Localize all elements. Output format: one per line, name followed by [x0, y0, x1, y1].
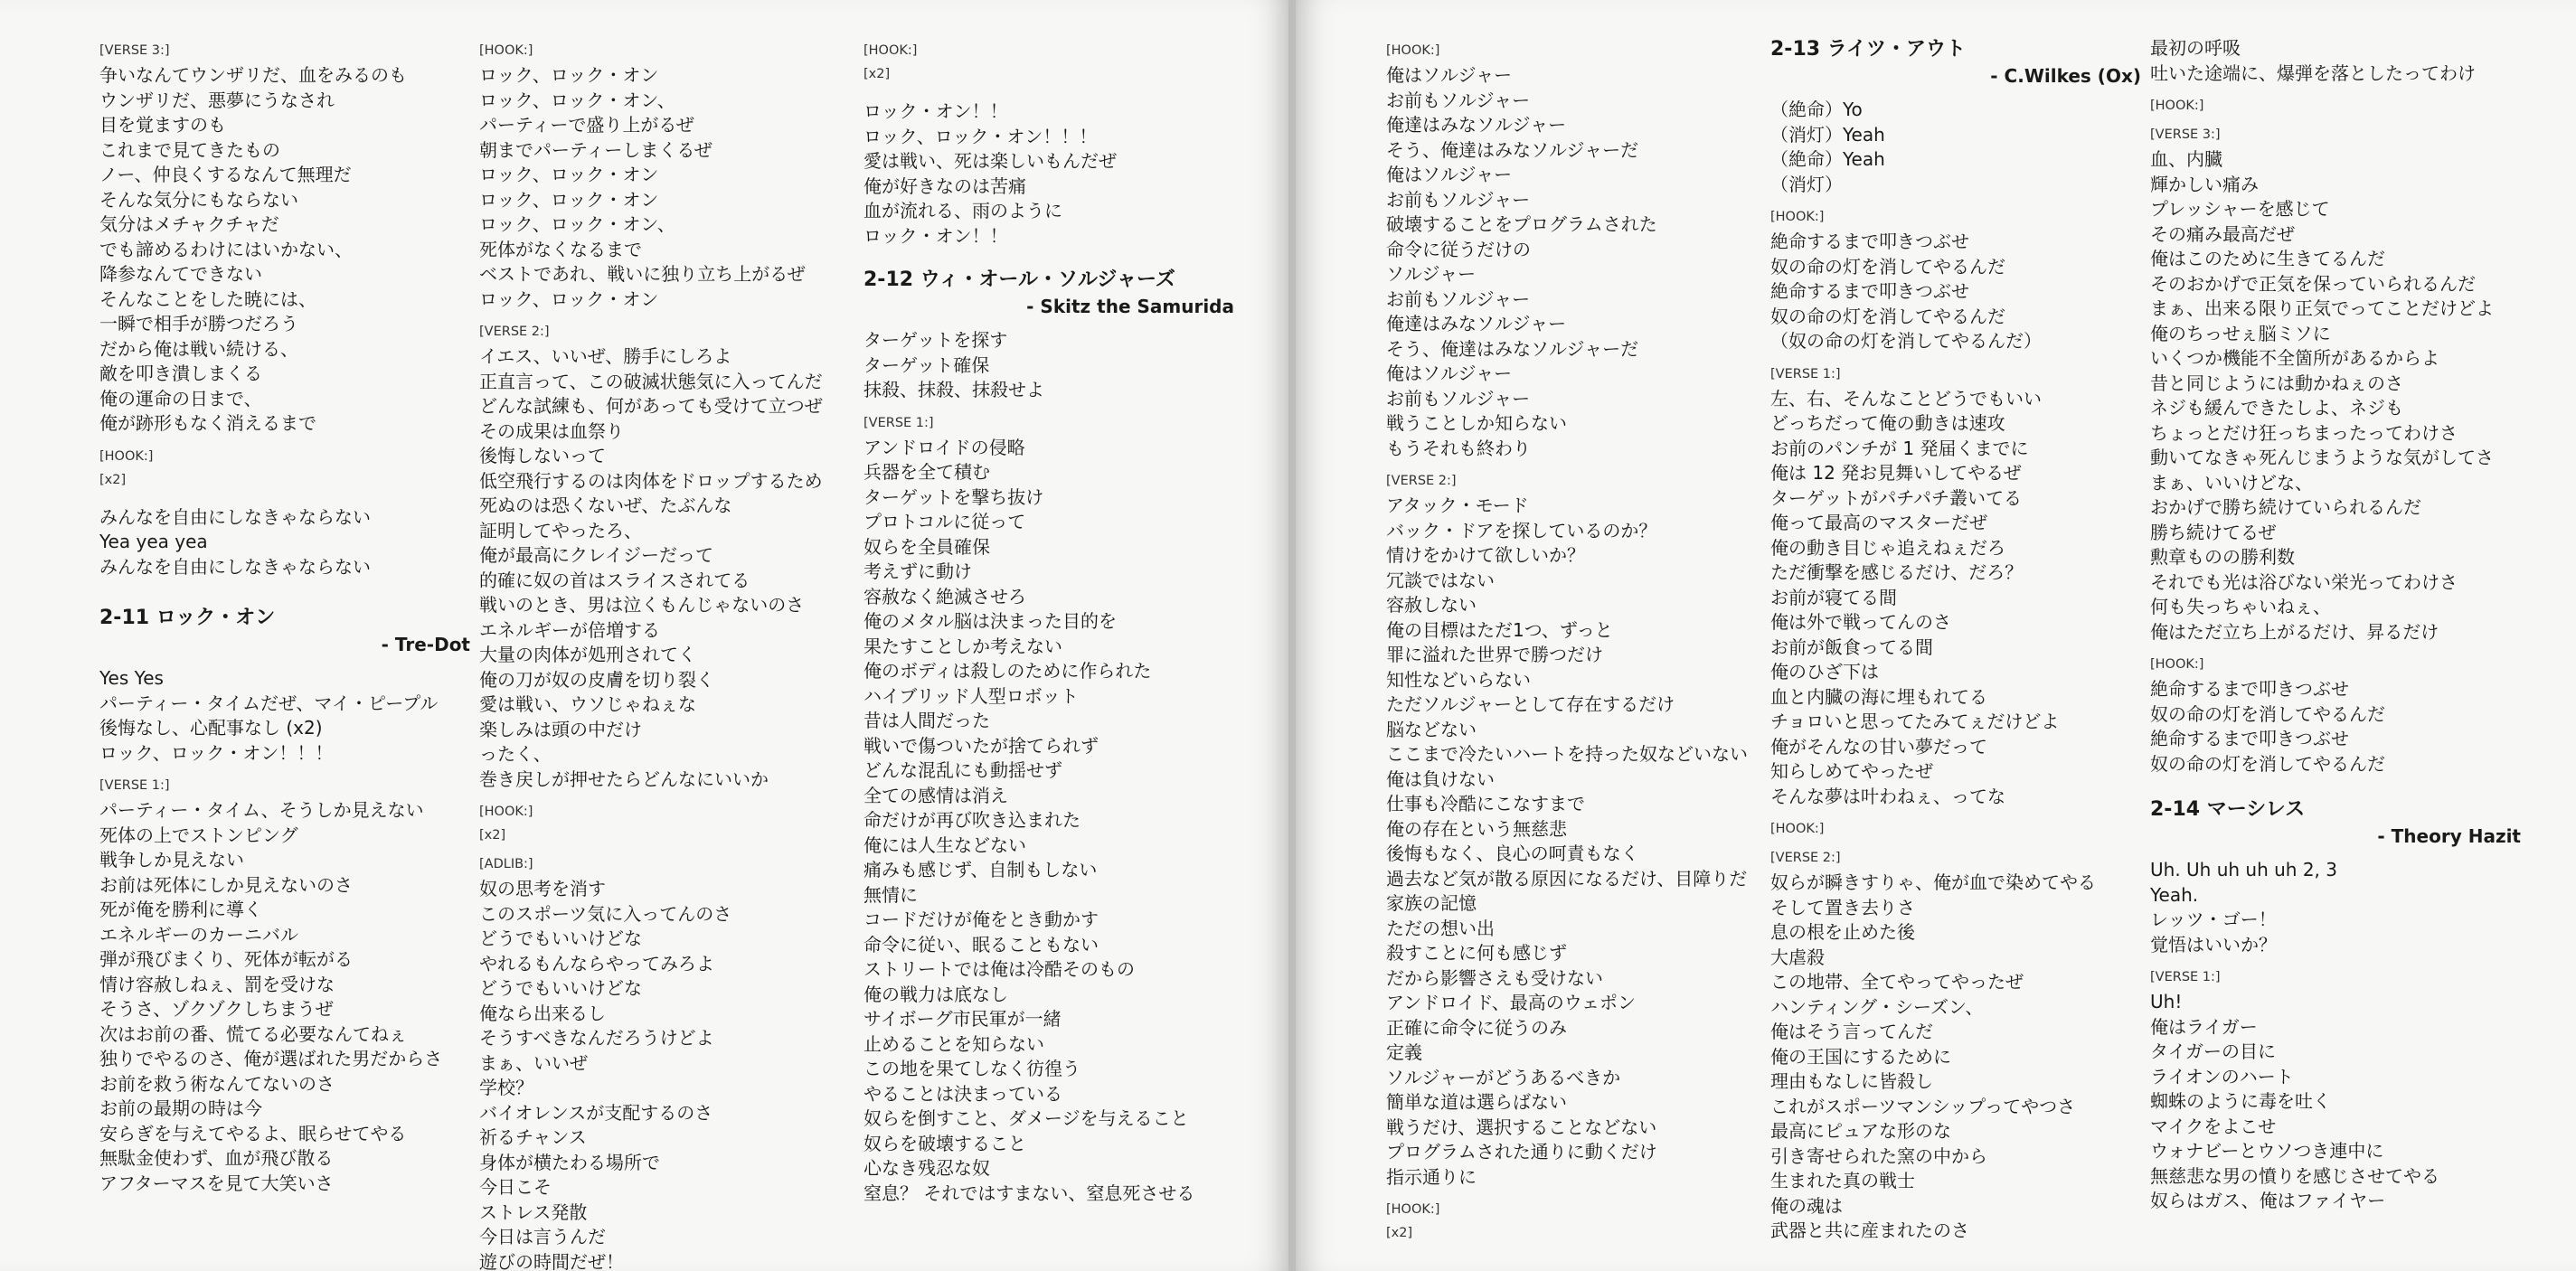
column-2 [479, 36, 850, 1271]
column-3 [863, 36, 1234, 1206]
lyric-line: 全ての感情は消え [863, 784, 1008, 806]
lyric-line: 奴らが瞬きすりゃ、俺が血で染めてやる [1770, 871, 2096, 893]
hook-label: [HOOK:] [1386, 1202, 1440, 1217]
lyric-line: アンドロイド、最高のウェポン [1386, 992, 1636, 1013]
lyric-line: 俺はライガー [2150, 1015, 2258, 1038]
lyric-line: みんなを自由にしなきゃならない [99, 555, 371, 578]
lyric-line: 無慈悲な男の憤りを感じさせてやる [2150, 1164, 2439, 1187]
lyric-line: 俺って最高のマスターだぜ [1770, 512, 1987, 533]
lyric-line: Yeah. [2150, 883, 2199, 906]
lyric-line: Uh! [2150, 991, 2183, 1012]
lyric-line: ロック、ロック・オン [479, 287, 659, 310]
lyric-line: 巻き戻しが押せたらどんなにいいか [479, 767, 769, 790]
lyric-line: そんなことをした暁には、 [99, 287, 316, 310]
lyric-line: 戦いのとき、男は泣くもんじゃないのさ [479, 594, 805, 616]
lyric-line: 冗談ではない [1386, 569, 1495, 591]
verse-label: [VERSE 3:] [2150, 127, 2221, 142]
lyric-line: そうさ、ゾクゾクしちまうぜ [99, 998, 334, 1020]
repeat-label: [x2] [99, 472, 127, 487]
lyric-line: パーティーで盛り上がるぜ [479, 114, 694, 136]
song-title: 2-11 ロック・オン [99, 607, 276, 629]
lyric-line: ここまで冷たいハートを持った奴などいない [1386, 743, 1748, 765]
verse-label: [VERSE 1:] [1770, 366, 1841, 381]
lyric-line: そんな夢は叶わねぇ、ってな [1770, 785, 2005, 807]
lyric-line: （絶命）Yeah [1770, 148, 1885, 170]
lyric-line: どうでもいいけどな [479, 977, 642, 999]
song-artist: - Theory Hazit [2377, 825, 2521, 847]
lyric-line: 俺のボディは殺しのために作られた [863, 660, 1152, 682]
spacer [863, 87, 1234, 99]
lyric-line: ハンティング・シーズン、 [1770, 995, 1984, 1018]
lyric-line: ターゲット確保 [863, 353, 990, 376]
lyric-line: これがスポーツマンシップってやつさ [1770, 1095, 2076, 1117]
lyric-line: この地帯、全てやってやったぜ [1770, 971, 2024, 993]
lyric-line: 命だけが再び吹き込まれた [863, 809, 1080, 831]
lyric-line: 知性などいらない [1386, 668, 1531, 691]
lyric-line: 止めることを知らない [863, 1032, 1044, 1055]
lyric-line: 俺はソルジャー [1386, 362, 1513, 384]
lyric-line: 戦争しか見えない [99, 849, 244, 871]
lyric-line: ハイブリッド人型ロボット [863, 684, 1079, 707]
lyric-line: （奴の命の灯を消してやるんだ） [1770, 330, 2042, 352]
lyric-line: 後悔しないって [479, 445, 606, 466]
lyric-line: 左、右、そんなことどうでもいい [1770, 387, 2042, 410]
lyric-line: 絶命するまで叩きつぶせ [2150, 728, 2349, 749]
repeat-label: [x2] [863, 67, 891, 81]
lyric-line: バイオレンスが支配するのさ [479, 1101, 713, 1124]
lyric-line: チョロいと思ってたみてぇだけどよ [1770, 711, 2060, 732]
lyric-line: 血が流れる、雨のように [863, 200, 1062, 221]
lyric-line: 俺の王国にするために [1770, 1045, 1951, 1068]
song-title: 2-14 マーシレス [2150, 798, 2306, 821]
verse-label: [VERSE 3:] [99, 43, 170, 58]
lyric-line: だから俺は戦い続ける、 [99, 337, 298, 360]
lyric-line: 遊びの時間だぜ！ [479, 1250, 624, 1271]
lyric-line: 覚悟はいいか？ [2150, 933, 2277, 956]
lyric-line: 奴の命の灯を消してやるんだ [1770, 255, 2005, 278]
lyric-line: 安らぎを与えてやるよ、眠らせてやる [99, 1122, 407, 1144]
lyric-line: パーティー・タイムだぜ、マイ・ピープル [99, 692, 439, 714]
lyric-line: 正確に命令に従うのみ [1386, 1016, 1567, 1039]
lyric-line: お前が寝てる間 [1770, 586, 1897, 608]
adlib-label: [ADLIB:] [479, 857, 533, 871]
lyric-line: 命令に従うだけの [1386, 238, 1531, 260]
lyric-line: 俺の魂は [1770, 1194, 1843, 1217]
lyric-line: 勝ち続けてるぜ [2150, 521, 2277, 543]
lyric-line: でも諦めるわけにはいかない、 [99, 238, 353, 260]
lyric-line: その成果は血祭り [479, 419, 624, 442]
lyric-line: 果たすことしか考えない [863, 635, 1062, 657]
lyric-line: 絶命するまで叩きつぶせ [1770, 231, 1969, 252]
lyric-line: 絶命するまで叩きつぶせ [2150, 678, 2349, 700]
lyric-line: ストレス発散 [479, 1200, 588, 1223]
lyric-line: いくつか機能不全箇所があるからよ [2150, 347, 2439, 369]
lyric-line: 争いなんてウンザリだ、血をみるのも [99, 64, 407, 86]
column-6 [2150, 36, 2521, 1214]
lyric-line: サイボーグ市民軍が一緒 [863, 1008, 1062, 1030]
lyric-line: 情け容赦しねぇ、罰を受けな [99, 973, 335, 995]
lyric-line: 罪に溢れた世界で勝つだけ [1386, 644, 1603, 665]
lyric-line: どんな混乱にも動揺せず [863, 759, 1062, 781]
lyric-block [99, 63, 470, 437]
lyric-line: 独りでやるのさ、俺が選ばれた男だからさ [99, 1048, 443, 1069]
lyric-line: お前は死体にしか見えないのさ [99, 873, 353, 896]
lyric-line: おかげで勝ち続けていられるんだ [2150, 496, 2421, 518]
lyric-line: 身体が横たわる場所で [479, 1151, 660, 1173]
lyric-line: お前もソルジャー [1386, 387, 1531, 410]
repeat-label: [x2] [1386, 1226, 1413, 1240]
hook-label: [HOOK:] [479, 43, 533, 58]
lyric-line: 死体の上でストンピング [99, 824, 298, 846]
lyric-line: 情けをかけて欲しいか？ [1386, 544, 1585, 566]
lyric-line: Uh. Uh uh uh uh 2, 3 [2150, 859, 2337, 880]
lyric-line: ただ衝撃を感じるだけ、だろ？ [1770, 561, 2024, 583]
lyric-line: ロック、ロック・オン、 [479, 213, 675, 235]
lyric-line: お前を救う術なんてないのさ [99, 1072, 335, 1095]
lyric-line: Yes Yes [99, 667, 164, 689]
lyric-line: やれるもんならやってみろよ [479, 952, 714, 974]
lyric-line: お前もソルジャー [1386, 188, 1531, 211]
lyric-line: プログラムされた通りに動くだけ [1386, 1141, 1657, 1163]
lyric-line: 最初の呼吸 [2150, 37, 2241, 59]
repeat-label: [x2] [479, 828, 506, 843]
lyric-line: お前の最期の時は今 [99, 1097, 262, 1119]
lyric-line: お前が飯食ってる間 [1770, 636, 1933, 658]
verse-label: [VERSE 1:] [99, 778, 170, 793]
lyric-line: 後悔なし、心配事なし (x2) [99, 717, 323, 739]
lyric-line: 俺のひざ下は [1770, 661, 1879, 683]
lyric-line: 戦うだけ、選択することなどない [1386, 1116, 1657, 1138]
lyric-line: 俺の運命の日まで、 [99, 387, 262, 410]
lyric-line: （消灯） [1770, 173, 1843, 195]
lyric-line: タイガーの目に [2150, 1040, 2276, 1062]
lyric-line: アンドロイドの侵略 [863, 436, 1025, 458]
hook-label: [HOOK:] [479, 805, 533, 819]
hook-label: [HOOK:] [2150, 99, 2204, 113]
lyric-line: 奴らを倒すこと、ダメージを与えること [863, 1107, 1189, 1129]
hook-label: [HOOK:] [2150, 657, 2204, 672]
lyric-line: 奴らを全員確保 [863, 535, 990, 558]
lyric-line: 引き寄せられた窯の中から [1770, 1144, 1987, 1167]
lyric-line: ロック、ロック・オン！！！ [99, 741, 334, 764]
lyric-line: ストリートでは俺は冷酷そのもの [863, 958, 1135, 980]
lyric-line: 痛みも感じず、自制もしない [863, 859, 1098, 880]
lyric-line: 容赦なく絶滅させろ [863, 585, 1026, 607]
verse-label: [VERSE 2:] [479, 325, 550, 339]
lyric-line: プロトコルに従って [863, 511, 1026, 532]
verse-label: [VERSE 1:] [2150, 970, 2221, 984]
lyric-line: 家族の記憶 [1386, 892, 1477, 914]
lyric-line: どんな試練も、何があっても受けて立つぜ [479, 395, 823, 417]
lyric-line: 吐いた途端に、爆弾を落としたってわけ [2150, 61, 2476, 84]
lyric-line: 仕事も冷酷にこなすまで [1386, 793, 1585, 814]
lyric-line: 的確に奴の首はスライスされてる [479, 569, 750, 591]
hook-label: [HOOK:] [99, 448, 154, 464]
lyric-line: 考えずに動け [863, 560, 972, 582]
lyric-line: お前もソルジャー [1386, 287, 1531, 310]
lyric-line: 絶命するまで叩きつぶせ [1770, 280, 1969, 302]
verse-label: [VERSE 1:] [863, 415, 934, 430]
lyric-line: 愛は戦い、ウソじゃねぇな [479, 693, 696, 715]
lyric-line: ライオンのハート [2150, 1065, 2294, 1087]
song-artist: - Skitz the Samurida [1026, 296, 1234, 317]
lyric-line: バック・ドアを探しているのか？ [1386, 519, 1657, 541]
lyric-line: 俺はただ立ち上がるだけ、昇るだけ [2150, 620, 2439, 643]
lyric-line: 俺の動き目じゃ追えねぇだろ [1770, 536, 2005, 559]
lyric-line: まぁ、出来る限り正気でってことだけどよ [2150, 297, 2494, 319]
lyric-line: 俺のメタル脳は決まった目的を [863, 610, 1117, 632]
lyric-line: 俺はこのために生きてるんだ [2150, 248, 2385, 269]
lyric-line: 俺の戦力は底なし [863, 983, 1008, 1005]
song-title: 2-13 ライツ・アウト [1770, 38, 1967, 61]
lyric-line: そして置き去りさ [1770, 896, 1915, 918]
lyric-line: 死ぬのは恐くないぜ、たぶんな [479, 494, 732, 516]
lyric-line: 息の根を止めた後 [1770, 921, 1915, 943]
lyric-line: 敵を叩き潰しまくる [99, 362, 262, 384]
lyric-line: 俺には人生などない [863, 833, 1026, 856]
lyric-line: 奴らはガス、俺はファイヤー [2150, 1190, 2386, 1211]
lyric-line: 血、内臓 [2150, 148, 2222, 170]
lyric-line: アフターマスを見て大笑いさ [99, 1172, 334, 1194]
lyric-line: 楽しみは頭の中だけ [479, 718, 642, 740]
lyric-line: ネジも緩んできたしよ、ネジも [2150, 397, 2403, 419]
lyric-line: 血と内臓の海に埋もれてる [1770, 685, 1987, 708]
lyric-line: 一瞬で相手が勝つだろう [99, 313, 298, 334]
lyric-line: だから影響さえも受けない [1386, 966, 1603, 989]
lyric-line: 死が俺を勝利に導く [99, 899, 262, 920]
lyric-line: 俺がそんなの甘い夢だって [1770, 735, 1987, 758]
hook-label: [HOOK:] [863, 43, 918, 58]
lyric-line: 後悔もなく、良心の呵責もなく [1386, 843, 1639, 864]
lyric-line: このスポーツ気に入ってんのさ [479, 902, 732, 925]
song-artist: - Tre-Dot [381, 634, 470, 655]
lyric-line: 俺が跡形もなく消えるまで [99, 412, 316, 434]
hook-label: [HOOK:] [1770, 210, 1825, 224]
lyric-line: 俺なら出来るし [479, 1002, 606, 1024]
lyric-line: その痛み最高だぜ [2150, 222, 2295, 245]
lyric-line: 大量の肉体が処刑されてく [479, 644, 696, 665]
lyric-line: 殺すことに何も感じず [1386, 942, 1567, 964]
lyric-line: イエス、いいぜ、勝手にしろよ [479, 345, 732, 367]
lyric-line: ロック、ロック・オン [479, 188, 659, 211]
lyric-line: そうすべきなんだろうけどよ [479, 1027, 714, 1049]
lyric-line: 俺の刀が奴の皮膚を切り裂く [479, 668, 714, 691]
right-page [1296, 0, 2576, 1271]
lyric-line: 指示通りに [1386, 1165, 1477, 1188]
lyric-line: ただの想い出 [1386, 917, 1495, 939]
lyric-line: ロック、ロック・オン！！！ [863, 125, 1098, 147]
lyric-line: 奴の命の灯を消してやるんだ [2150, 752, 2385, 775]
lyric-line: コードだけが俺をとき動かす [863, 909, 1099, 930]
lyric-line: （絶命）Yo [1770, 99, 1863, 120]
lyric-line: 兵器を全て積む [863, 461, 990, 483]
lyric-line: 昔は人間だった [863, 710, 990, 731]
lyric-line: エネルギーが倍増する [479, 618, 660, 641]
hook-label: [HOOK:] [1770, 822, 1825, 836]
song-artist: - C.Wilkes (Ox) [1990, 65, 2141, 87]
lyric-line: アタック・モード [1386, 494, 1529, 516]
lyric-line: 今日は言うんだ [479, 1226, 606, 1247]
song-title: 2-12 ウィ・オール・ソルジャーズ [863, 268, 1175, 291]
lyric-line: 蜘蛛のように毒を吐く [2150, 1090, 2331, 1112]
lyric-line: 戦いで傷ついたが捨てられず [863, 734, 1099, 757]
book-gutter [1288, 0, 1296, 1271]
lyric-line: お前のパンチが 1 発届くまでに [1770, 437, 2029, 459]
lyric-line: それでも光は浴びない栄光ってわけさ [2150, 570, 2458, 593]
lyric-line: 奴の命の灯を消してやるんだ [2150, 702, 2385, 725]
lyric-line: まぁ、いいけどな、 [2150, 471, 2313, 494]
lyric-line: 破壊することをプログラムされた [1386, 213, 1657, 235]
verse-label: [VERSE 2:] [1770, 851, 1841, 865]
lyric-line: 抹殺、抹殺、抹殺せよ [863, 379, 1044, 400]
lyric-line: 俺は 12 発お見舞いしてやるぜ [1770, 462, 2022, 484]
lyric-line: 俺は外で戦ってんのさ [1770, 611, 1951, 633]
column-1 [99, 36, 470, 1196]
lyric-line: 俺は負けない [1386, 767, 1495, 790]
lyric-line: 俺が好きなのは苦痛 [863, 174, 1026, 197]
lyric-line: そのおかげで正気を保っていられるんだ [2150, 272, 2476, 295]
lyric-line: 奴らを破壊すること [863, 1132, 1026, 1154]
lyric-line: 気分はメチャクチャだ [99, 213, 279, 235]
lyric-line: レッツ・ゴー！ [2150, 909, 2277, 930]
lyric-line: そう、俺達はみなソルジャーだ [1386, 138, 1639, 161]
lyric-line: 脳などない [1386, 718, 1477, 740]
lyric-line: 今日こそ [479, 1176, 552, 1198]
lyric-line: 祈るチャンス [479, 1126, 587, 1148]
lyric-line: みんなを自由にしなきゃならない [99, 505, 371, 528]
lyric-line: ロック、ロック・オン [479, 64, 659, 86]
lyric-line: 奴の命の灯を消してやるんだ [1770, 305, 2005, 327]
spacer [99, 493, 470, 505]
lyric-line: 心なき残忍な奴 [863, 1157, 990, 1179]
lyric-line: ちょっとだけ狂っちまったってわけさ [2150, 421, 2458, 444]
lyric-line: 俺達はみなソルジャー [1386, 114, 1567, 136]
lyric-line: ノー、仲良くするなんて無理だ [99, 164, 352, 185]
lyric-line: 知らしめてやったぜ [1770, 760, 1933, 782]
lyric-line: 昔と同じようには動かねぇのさ [2150, 372, 2403, 394]
lyric-line: ロック・オン！！ [863, 100, 1008, 122]
lyric-line: 簡単な道は選らばない [1386, 1091, 1567, 1113]
lyric-line: 弾が飛びまくり、死体が転がる [99, 948, 353, 970]
lyric-line: 奴の思考を消す [479, 878, 606, 899]
lyric-line: 命令に従い、眠ることもない [863, 933, 1099, 956]
lyric-line: エネルギーのカーニバル [99, 923, 298, 946]
lyric-line: この地を果てしなく彷徨う [863, 1058, 1080, 1079]
lyric-line: マイクをよこせ [2150, 1115, 2277, 1137]
lyric-line: 容赦しない [1386, 594, 1477, 616]
lyric-line: ただソルジャーとして存在するだけ [1386, 693, 1675, 715]
lyric-line: 低空飛行するのは肉体をドロップするため [479, 469, 823, 492]
lyric-line: ロック・オン！！ [863, 224, 1008, 247]
lyric-line: 俺の存在という無慈悲 [1386, 817, 1567, 840]
lyric-line: 武器と共に産まれたのさ [1770, 1219, 1969, 1241]
lyric-line: そんな気分にもならない [99, 188, 298, 211]
lyric-line: （消灯）Yeah [1770, 123, 1885, 146]
lyric-line: 生まれた真の戦士 [1770, 1170, 1915, 1191]
lyric-line: 過去など気が散る原因になるだけ、目障りだ [1386, 867, 1748, 890]
lyric-line: 目を覚ますのも [99, 114, 226, 136]
lyric-line: 戦うことしか知らない [1386, 412, 1567, 434]
lyric-line: ウォナビーとウソつき連中に [2150, 1140, 2384, 1162]
lyric-line: Yea yea yea [99, 531, 208, 552]
lyric-line: 定義 [1386, 1041, 1422, 1063]
lyric-line: 俺の目標はただ1つ、ずっと [1386, 618, 1613, 641]
lyric-line: 俺はソルジャー [1386, 164, 1513, 185]
lyric-line: 勲章ものの勝利数 [2150, 546, 2295, 568]
lyric-line: ターゲットを探す [863, 329, 1008, 351]
column-5 [1770, 36, 2141, 1244]
lyric-line: ターゲットを撃ち抜け [863, 485, 1044, 508]
lyric-line: 学校？ [479, 1077, 533, 1098]
lyric-line: ロック、ロック・オン、 [479, 89, 675, 111]
column-4 [1386, 36, 1757, 1246]
lyric-line: 輝かしい痛み [2150, 173, 2259, 195]
lyric-line: ターゲットがパチパチ叢いてる [1770, 486, 2022, 509]
lyric-line: 俺が最高にクレイジーだって [479, 544, 713, 566]
lyric-line: 愛は戦い、死は楽しいもんだぜ [863, 150, 1117, 172]
lyric-line: 大虐殺 [1770, 946, 1825, 968]
lyric-line: もうそれも終わり [1386, 437, 1531, 459]
lyric-line: プレッシャーを感じて [2150, 198, 2330, 220]
lyric-line: 俺達はみなソルジャー [1386, 313, 1567, 334]
lyric-line: ロック、ロック・オン [479, 164, 659, 185]
verse-label: [VERSE 2:] [1386, 474, 1457, 488]
lyric-line: まぁ、いいぜ [479, 1051, 588, 1074]
lyric-line: 俺はそう言ってんだ [1770, 1021, 1933, 1042]
lyric-line: 無駄金使わず、血が飛び散る [99, 1147, 334, 1169]
lyric-line: ベストであれ、戦いに独り立ち上がるぜ [479, 263, 806, 285]
lyric-line: そう、俺達はみなソルジャーだ [1386, 337, 1639, 360]
lyric-line: 無情に [863, 883, 918, 906]
lyric-line: 降参なんてできない [99, 263, 262, 285]
lyric-line: ソルジャーがどうあるべきか [1386, 1066, 1621, 1088]
lyric-line: 俺のちっせぇ脳ミソに [2150, 322, 2331, 344]
lyric-line: ったく、 [479, 743, 552, 765]
lyric-line: 朝までパーティーしまくるぜ [479, 138, 712, 161]
lyric-line: やることは決まっている [863, 1082, 1062, 1105]
lyric-line: これまで見てきたもの [99, 138, 280, 161]
lyric-line: パーティー・タイム、そうしか見えない [99, 799, 424, 821]
lyric-line: 死体がなくなるまで [479, 238, 642, 260]
lyric-line: 正直言って、この破滅状態気に入ってんだ [479, 370, 823, 392]
lyric-line: 次はお前の番、慌てる必要なんてねぇ [99, 1022, 407, 1045]
lyric-line: どうでもいいけどな [479, 927, 642, 949]
hook-label: [HOOK:] [1386, 43, 1440, 58]
lyric-line: ウンザリだ、悪夢にうなされ [99, 89, 335, 111]
lyric-line: 動いてなきゃ死んじまうような気がしてさ [2150, 447, 2494, 468]
lyric-line: 何も失っちゃいねぇ、 [2150, 596, 2331, 617]
lyric-line: 証明してやったろ、 [479, 519, 642, 541]
lyric-line: 窒息？ それではすまない、窒息死させる [863, 1182, 1195, 1204]
lyric-line: ソルジャー [1386, 263, 1477, 285]
lyric-line: 理由もなしに皆殺し [1770, 1070, 1933, 1092]
lyric-line: お前もソルジャー [1386, 89, 1531, 111]
lyric-line: どっちだって俺の動きは速攻 [1770, 412, 2005, 434]
lyric-line: 俺はソルジャー [1386, 64, 1513, 86]
lyric-line: 最高にピュアな形のな [1770, 1120, 1951, 1142]
